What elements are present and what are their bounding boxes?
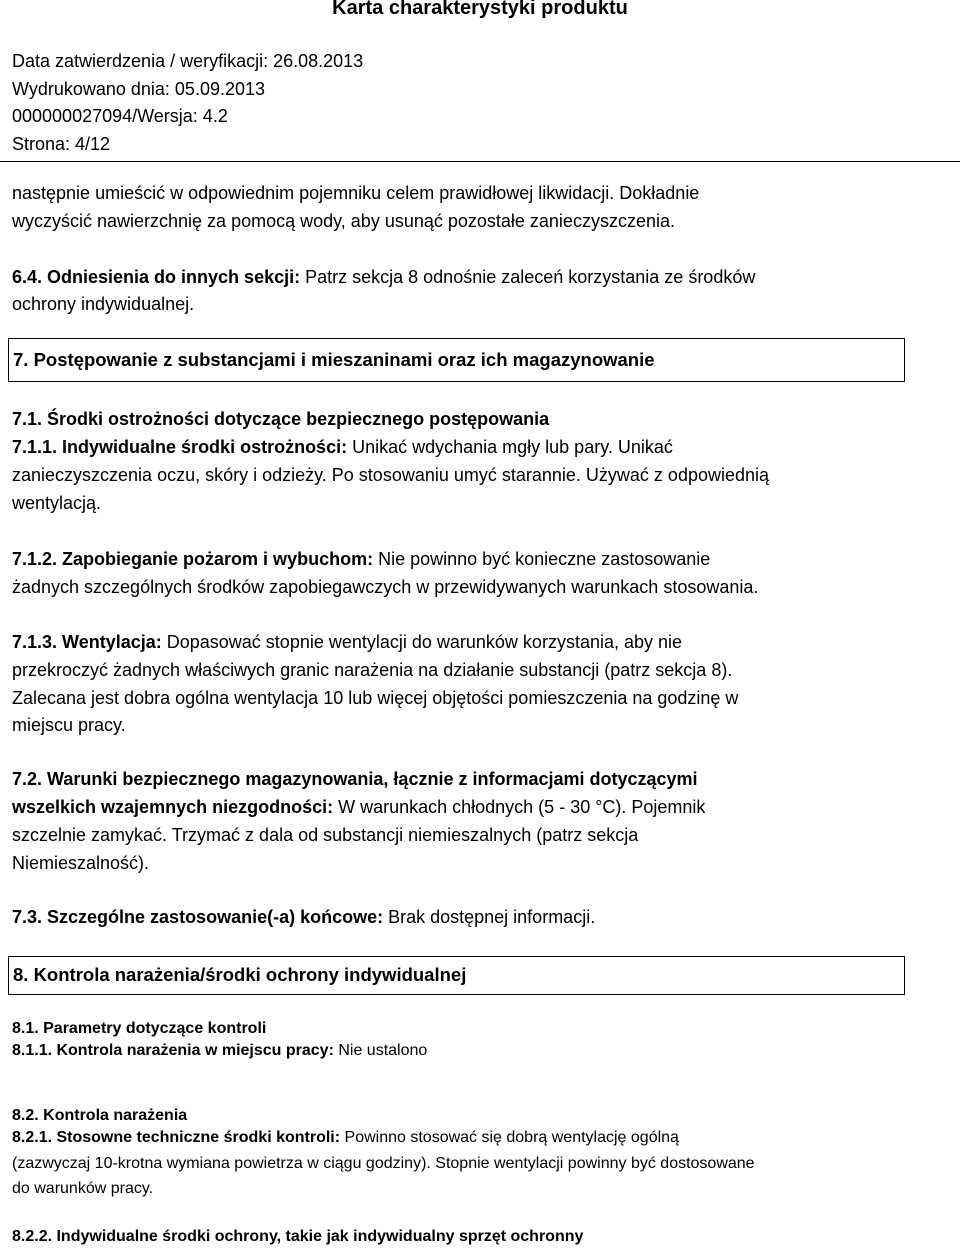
paragraph-line: następnie umieścić w odpowiednim pojemniku celem prawidłowej likwidacji. Dokładnie [12, 183, 700, 203]
section-6-4 [12, 263, 755, 291]
section-7-1-2-text: Nie powinno być konieczne zastosowanie [373, 549, 711, 569]
section-7-2-text: W warunkach chłodnych (5 - 30 °C). Pojemnik [333, 797, 706, 817]
paragraph-line: szczelnie zamykać. Trzymać z dala od substancji niemieszalnych (patrz sekcja [12, 825, 639, 845]
section-6-4-text: Patrz sekcja 8 odnośnie zaleceń korzystania ze środków [300, 267, 756, 287]
page-number: Strona: 4/12 [12, 134, 111, 154]
section-7-3 [12, 903, 595, 931]
paragraph-line: wentylacją. [12, 493, 102, 513]
section-7-1-2-heading: 7.1.2. Zapobieganie pożarom i wybuchom: [12, 549, 374, 569]
paragraph-line: (zazwyczaj 10-krotna wymiana powietrza w ciągu godziny). Stopnie wentylacji powinny być dostosowane [12, 1155, 755, 1172]
section-8-2-1 [12, 1129, 679, 1147]
section-8-title: 8. Kontrola narażenia/środki ochrony indywidualnej [13, 964, 467, 985]
document-version: 000000027094/Wersja: 4.2 [12, 106, 228, 126]
section-7-1-1-text: Unikać wdychania mgły lub pary. Unikać [347, 437, 673, 457]
section-8-2-1-heading: 8.2.1. Stosowne techniczne środki kontroli: [12, 1129, 341, 1146]
section-6-4-heading: 6.4. Odniesienia do innych sekcji: [12, 267, 301, 287]
paragraph-line: Zalecana jest dobra ogólna wentylacja 10 lub więcej objętości pomieszczenia na godzinę w [12, 688, 739, 708]
section-7-3-text: Brak dostępnej informacji. [383, 907, 596, 927]
document-title: Karta charakterystyki produktu [332, 0, 628, 19]
section-8-2-2 [12, 1228, 583, 1246]
section-8-1-1-heading: 8.1.1. Kontrola narażenia w miejscu pracy: [12, 1042, 334, 1059]
section-8-1-1-text: Nie ustalono [333, 1042, 428, 1059]
paragraph-line: ochrony indywidualnej. [12, 294, 195, 314]
section-8-2-2-heading: 8.2.2. Indywidualne środki ochrony, takie jak indywidualny sprzęt ochronny [12, 1228, 584, 1245]
section-7-1-1 [12, 433, 673, 461]
section-7-2-line2 [12, 793, 705, 821]
section-8-2 [12, 1107, 187, 1125]
printed-date: Wydrukowano dnia: 05.09.2013 [12, 79, 266, 99]
section-7-2-heading: 7.2. Warunki bezpiecznego magazynowania, łącznie z informacjami dotyczącymi [12, 769, 698, 789]
section-7-1 [12, 405, 549, 433]
section-7-2-heading-cont: wszelkich wzajemnych niezgodności: [12, 797, 334, 817]
section-8-1 [12, 1020, 266, 1038]
section-7-1-3-text: Dopasować stopnie wentylacji do warunków korzystania, aby nie [161, 632, 683, 652]
paragraph-line: do warunków pracy. [12, 1180, 154, 1197]
section-7-title-box [8, 338, 905, 382]
paragraph-line: zanieczyszczenia oczu, skóry i odzieży. Po stosowaniu umyć starannie. Używać z odpowiednią [12, 465, 770, 485]
paragraph-line: wyczyścić nawierzchnię za pomocą wody, aby usunąć pozostałe zanieczyszczenia. [12, 211, 675, 231]
section-8-1-1 [12, 1042, 427, 1060]
section-7-1-3-heading: 7.1.3. Wentylacja: [12, 632, 162, 652]
section-7-title: 7. Postępowanie z substancjami i mieszaninami oraz ich magazynowanie [13, 349, 655, 370]
paragraph-line: przekroczyć żadnych właściwych granic narażenia na działanie substancji (patrz sekcja 8). [12, 660, 733, 680]
section-7-1-3 [12, 628, 682, 656]
section-8-2-heading: 8.2. Kontrola narażenia [12, 1107, 188, 1124]
section-8-title-box [8, 956, 905, 995]
paragraph-line: żadnych szczególnych środków zapobiegawczych w przewidywanych warunkach stosowania. [12, 577, 759, 597]
section-7-1-1-heading: 7.1.1. Indywidualne środki ostrożności: [12, 437, 348, 457]
approval-date: Data zatwierdzenia / weryfikacji: 26.08.2013 [12, 51, 364, 71]
section-8-2-1-text: Powinno stosować się dobrą wentylację ogólną [340, 1129, 679, 1146]
section-7-2 [12, 765, 698, 793]
paragraph-line: Niemieszalność). [12, 853, 150, 873]
section-7-3-heading: 7.3. Szczególne zastosowanie(-a) końcowe: [12, 907, 384, 927]
section-8-1-heading: 8.1. Parametry dotyczące kontroli [12, 1020, 267, 1037]
section-7-1-2 [12, 545, 710, 573]
paragraph-line: miejscu pracy. [12, 715, 126, 735]
header-divider [0, 161, 960, 162]
section-7-1-heading: 7.1. Środki ostrożności dotyczące bezpiecznego postępowania [12, 409, 550, 429]
